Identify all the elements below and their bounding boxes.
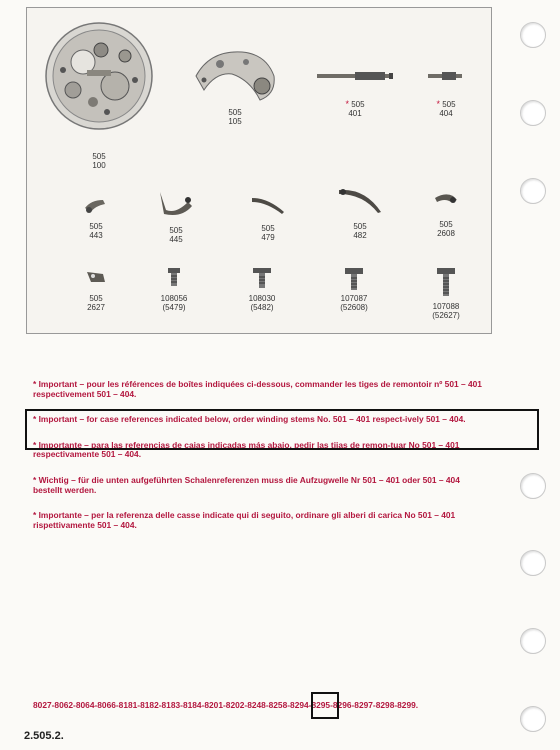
part-code: 505: [89, 294, 103, 303]
part-code: 505: [439, 220, 453, 229]
screw-icon: [250, 266, 274, 290]
bridge-plate-icon: [190, 46, 280, 104]
note-german: * Wichtig – für die unten aufgeführten Schalenreferenzen muss die Aufzugwelle Nr 501 – 401 oder 501 – 404 bestellt werden.: [33, 474, 460, 495]
spring-icon: [248, 192, 288, 216]
binder-hole: [520, 178, 546, 204]
part-code: 505: [228, 108, 242, 117]
binder-hole: [520, 473, 546, 499]
screw-icon: [434, 266, 458, 298]
part-code: 505: [261, 224, 275, 233]
part-code: 505: [92, 152, 106, 161]
screw-icon: [164, 266, 184, 288]
winding-stem-icon: [315, 66, 395, 86]
part-number: 404: [439, 109, 453, 118]
part-number: 2608: [437, 229, 455, 238]
setting-lever-icon: [154, 188, 198, 218]
note-french: * Important – pour les références de boîtes indiquées ci-dessous, commander les tiges de remontoir nº 501 – 401 respectivement 501 – 404.: [33, 379, 482, 399]
star-marker: *: [345, 99, 349, 109]
part-505-482: [325, 186, 395, 240]
part-number: (52627): [432, 311, 460, 320]
part-code: 505: [89, 222, 103, 231]
binder-hole: [520, 22, 546, 48]
case-references: 8027-8062-8064-8066-8181-8182-8183-8184-8201-8202-8248-8258-8294-8295-8296-8297-8298-8299.: [33, 700, 419, 710]
part-505-479: [233, 192, 303, 242]
part-number: 401: [348, 109, 362, 118]
highlight-box-english-note: [25, 409, 539, 450]
movement-plate-icon: [43, 20, 155, 132]
binder-hole: [520, 706, 546, 732]
part-505-105: [189, 46, 281, 126]
part-505-100: [41, 20, 157, 170]
part-number: 100: [92, 161, 106, 170]
page-number: 2.505.2.: [24, 730, 64, 742]
part-number: 2627: [87, 303, 105, 312]
part-108030: [227, 266, 297, 312]
parts-illustration-panel: [26, 7, 492, 334]
note-italian: * Importante – per la referenza delle casse indicate qui di seguito, ordinare gli alberi di carica No 501 – 401 rispettivamente 501 – 404.: [33, 510, 456, 530]
part-number: (52608): [340, 303, 368, 312]
part-number: 479: [261, 233, 275, 242]
lever-icon: [81, 194, 111, 216]
part-code: 107087: [340, 294, 368, 303]
part-505-443: [61, 194, 131, 240]
part-505-2608: [411, 188, 481, 238]
part-code: 505: [351, 100, 365, 109]
part-code: 108030: [248, 294, 276, 303]
part-code: 505: [169, 226, 183, 235]
binder-hole: [520, 100, 546, 126]
note-english: * Important – for case references indicated below, order winding stems No. 501 – 401 respect-ively 501 – 404.: [33, 414, 466, 425]
part-107088: [411, 266, 481, 320]
part-code: 505: [353, 222, 367, 231]
star-marker: *: [436, 99, 440, 109]
part-505-445: [141, 188, 211, 244]
part-505-401: [313, 66, 397, 118]
part-code: 108056: [160, 294, 188, 303]
part-107087: [319, 266, 389, 312]
screw-icon: [342, 266, 366, 292]
part-505-404: [411, 66, 481, 118]
part-108056: [139, 266, 209, 312]
binder-hole: [520, 550, 546, 576]
detent-icon: [83, 266, 109, 286]
binder-holes: [500, 0, 560, 750]
binder-hole: [520, 628, 546, 654]
part-code: 107088: [432, 302, 460, 311]
note-spanish: * Importante – para las referencias de cajas indicadas más abajo, pedir las tijas de remon-tuar No 501 – 401 respectivamente 501 – 404.: [33, 439, 460, 460]
winding-stem-short-icon: [426, 66, 466, 86]
part-code: 505: [442, 100, 456, 109]
part-number: (5479): [162, 303, 186, 312]
part-number: 443: [89, 231, 103, 240]
important-notes: [33, 380, 488, 546]
clutch-spring-icon: [431, 188, 461, 212]
part-number: 482: [353, 231, 367, 240]
highlight-box-reference: [311, 692, 339, 719]
part-number: 105: [228, 117, 242, 126]
yoke-spring-icon: [335, 186, 385, 216]
part-number: (5482): [250, 303, 274, 312]
part-505-2627: [61, 266, 131, 312]
part-number: 445: [169, 235, 183, 244]
